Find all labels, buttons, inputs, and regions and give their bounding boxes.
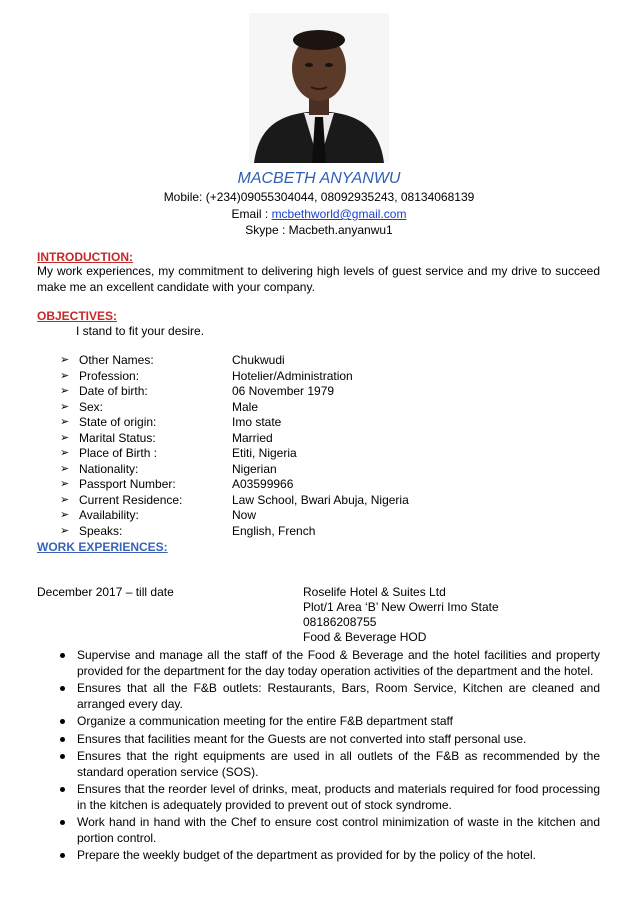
arrow-bullet-icon: ➢ <box>60 524 70 537</box>
email-line <box>0 207 638 221</box>
detail-value: A03599966 <box>232 477 294 491</box>
detail-label: Marital Status: <box>79 430 156 445</box>
duty-item: Supervise and manage all the staff of the Food & Beverage and the hotel facilities and property provided for the department for the day today operation activities of the department and the hotel. <box>60 648 600 679</box>
arrow-bullet-icon: ➢ <box>60 416 70 428</box>
detail-value: Law School, Bwari Abuja, Nigeria <box>232 492 409 507</box>
detail-value: Married <box>232 430 273 445</box>
arrow-bullet-icon: ➢ <box>60 462 70 475</box>
detail-value: Male <box>232 399 259 414</box>
arrow-bullet-icon: ➢ <box>60 447 70 459</box>
detail-label: Passport Number: <box>79 477 176 491</box>
detail-label: Profession: <box>79 368 140 383</box>
detail-label: Current Residence: <box>79 492 183 507</box>
profile-photo <box>249 13 389 163</box>
employer-address: Plot/1 Area ‘B’ New Owerri Imo State <box>303 600 499 614</box>
duty-item: Prepare the weekly budget of the department as provided for by the policy of the hotel. <box>60 848 600 864</box>
detail-label: Speaks: <box>79 523 123 538</box>
email-label: Email : <box>231 207 269 221</box>
detail-label: Availability: <box>79 508 139 522</box>
arrow-bullet-icon: ➢ <box>60 354 70 366</box>
employer-phone: 08186208755 <box>303 615 377 629</box>
portrait-image <box>249 13 389 163</box>
introduction-heading: INTRODUCTION: <box>37 250 133 264</box>
detail-value: Imo state <box>232 415 282 429</box>
duty-item: Ensures that the right equipments are used in all outlets of the F&B as recommended by the standard operation service (SOS). <box>60 749 600 780</box>
arrow-bullet-icon: ➢ <box>60 431 70 444</box>
detail-label: Date of birth: <box>79 384 148 398</box>
candidate-name: MACBETH ANYANWU <box>237 170 401 187</box>
arrow-bullet-icon: ➢ <box>60 509 70 521</box>
job-date: December 2017 – till date <box>37 585 174 599</box>
detail-value: English, French <box>232 523 316 538</box>
detail-value: Hotelier/Administration <box>232 368 353 383</box>
employer-name: Roselife Hotel & Suites Ltd <box>303 585 446 599</box>
duty-item: Organize a communication meeting for the entire F&B department staff <box>60 714 600 730</box>
skype-line: Skype : Macbeth.anyanwu1 <box>245 223 393 237</box>
detail-label: State of origin: <box>79 415 157 429</box>
arrow-bullet-icon: ➢ <box>60 369 70 382</box>
arrow-bullet-icon: ➢ <box>60 385 70 397</box>
arrow-bullet-icon: ➢ <box>60 478 70 490</box>
introduction-text: My work experiences, my commitment to delivering high levels of guest service and my drive to succeed make me an excellent candidate with your company. <box>37 264 600 294</box>
detail-label: Other Names: <box>79 353 154 367</box>
work-heading: WORK EXPERIENCES: <box>37 540 168 554</box>
objectives-text: I stand to fit your desire. <box>76 324 205 338</box>
mobile-line: Mobile: (+234)09055304044, 08092935243, 08134068139 <box>163 190 475 204</box>
duty-item: Ensures that all the F&B outlets: Restaurants, Bars, Room Service, Kitchen are cleaned and arranged every day. <box>60 681 600 712</box>
arrow-bullet-icon: ➢ <box>60 400 70 413</box>
detail-value: Chukwudi <box>232 353 285 367</box>
objectives-heading: OBJECTIVES: <box>37 309 118 323</box>
arrow-bullet-icon: ➢ <box>60 493 70 506</box>
detail-value: Now <box>232 508 257 522</box>
duties-list <box>60 648 600 866</box>
detail-value: Etiti, Nigeria <box>232 446 297 460</box>
job-position: Food & Beverage HOD <box>303 630 427 644</box>
email-link[interactable]: mcbethworld@gmail.com <box>271 207 407 221</box>
detail-label: Sex: <box>79 399 104 414</box>
detail-label: Nationality: <box>79 461 139 476</box>
duty-item: Work hand in hand with the Chef to ensure cost control minimization of waste in the kitchen and portion control. <box>60 815 600 846</box>
duty-item: Ensures that the reorder level of drinks, meat, products and materials required for food processing in the kitchen is adequately provided to prevent out of stock syndrome. <box>60 782 600 813</box>
detail-value: Nigerian <box>232 461 277 476</box>
detail-label: Place of Birth : <box>79 446 158 460</box>
detail-value: 06 November 1979 <box>232 384 335 398</box>
duty-item: Ensures that facilities meant for the Guests are not converted into staff personal use. <box>60 732 600 748</box>
